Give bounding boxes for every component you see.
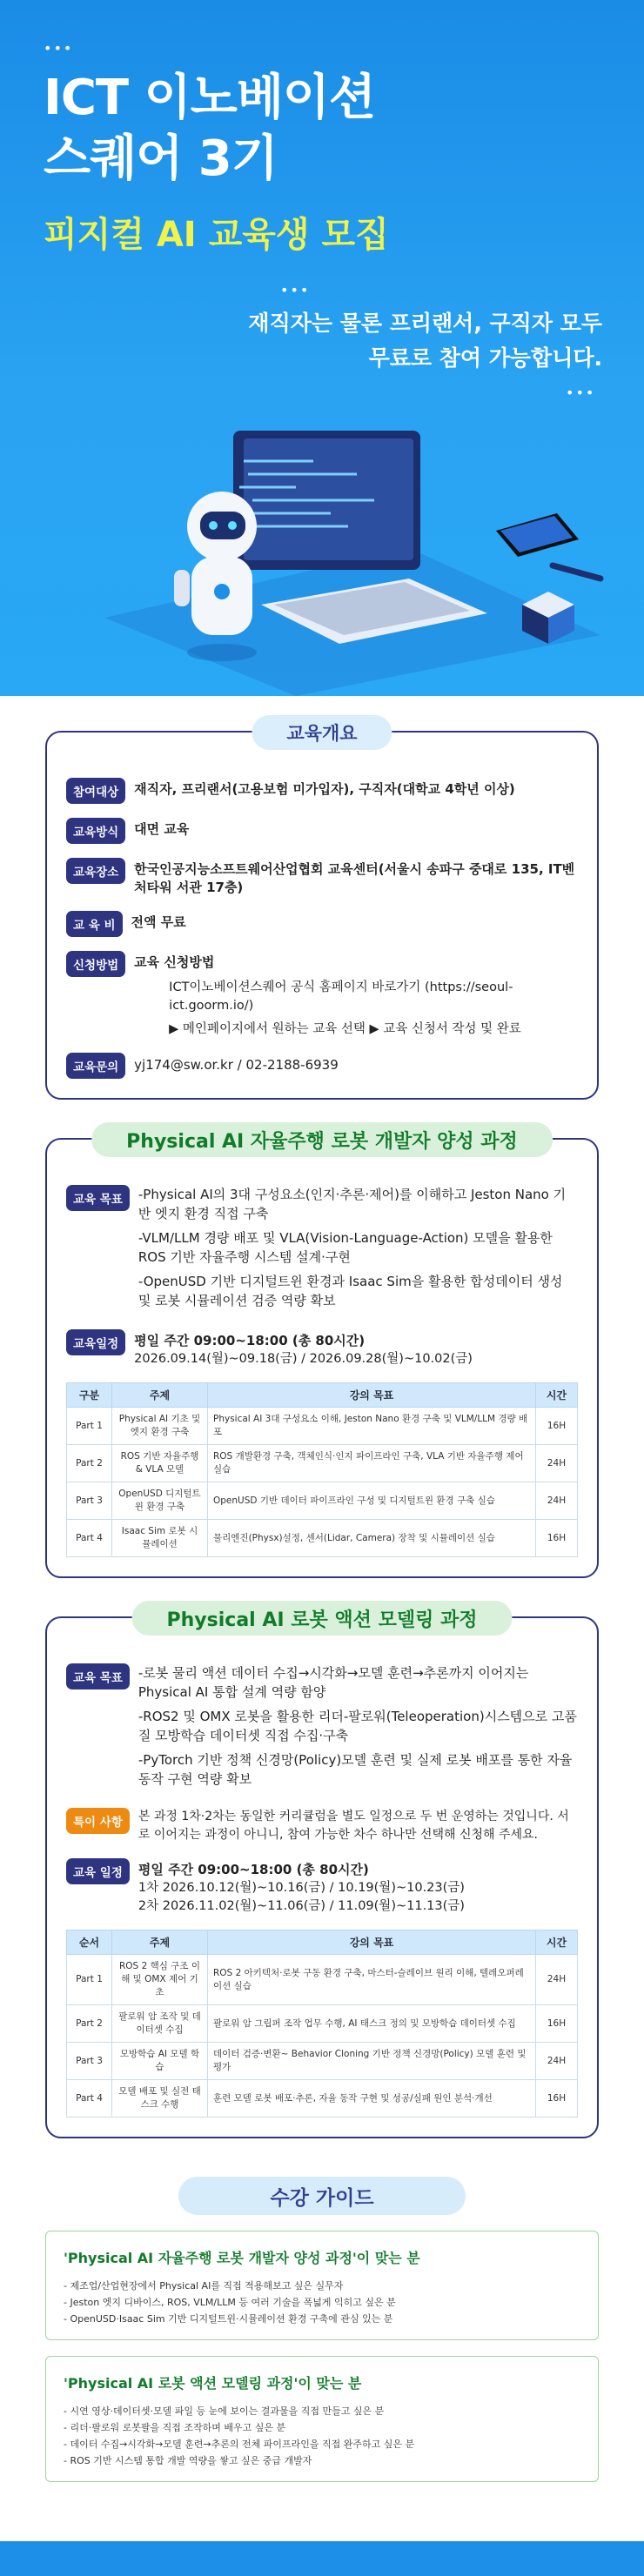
cell: OpenUSD 기반 데이터 파이프라인 구성 및 디지털트윈 환경 구축 실습 (208, 1482, 536, 1520)
guide-item: - OpenUSD·Isaac Sim 기반 디지털트윈·시뮬레이션 환경 구축에 관심 있는 분 (64, 2313, 393, 2325)
note-text: 본 과정 1차·2차는 동일한 커리큘럼을 별도 일정으로 두 번 운영하는 것입니다. 서로 이어지는 과정이 아니니, 참여 가능한 차수 하나만 선택해 신청해 주세요. (138, 1810, 569, 1842)
overview-row (66, 911, 578, 937)
schedule-tag: 교육일정 (66, 1329, 125, 1355)
table-row (67, 1408, 578, 1445)
col-header: 시간 (536, 1930, 578, 1955)
cell: Part 3 (67, 1482, 112, 1520)
col-header: 주제 (112, 1383, 208, 1408)
goal-item: -Physical AI의 3대 구성요소(인지·추론·제어)를 이해하고 Jeston Nano 기반 엣지 환경 직접 구축 (138, 1187, 567, 1221)
table-row (67, 2005, 578, 2043)
overview-row (66, 1053, 578, 1079)
col-header: 시간 (536, 1383, 578, 1408)
cell: 훈련 모델 로봇 배포·추론, 자율 동작 구현 및 성공/실패 원인 분석·개선 (208, 2080, 536, 2118)
cell: 팔로워 암 그립퍼 조작 업무 수행, AI 태스크 정의 및 모방학습 데이터셋 수집 (208, 2005, 536, 2043)
table-row (67, 1445, 578, 1482)
cell: Part 4 (67, 1520, 112, 1557)
overview-title: 교육개요 (252, 715, 392, 750)
table-row (67, 1520, 578, 1557)
schedule-main: 평일 주간 09:00~18:00 (총 80시간) (134, 1333, 366, 1348)
overview-row (66, 778, 578, 804)
guide-box-title: 'Physical AI 로봇 액션 모델링 과정'이 맞는 분 (64, 2375, 362, 2392)
cell: ROS 개발환경 구축, 객체인식·인지 파이프라인 구축, VLA 기반 자율주행 제어 실습 (208, 1445, 536, 1482)
overview-row (66, 858, 578, 897)
overview-row (66, 951, 578, 1039)
cell: 16H (536, 2080, 578, 2118)
robot-computer-illustration (0, 383, 644, 696)
hero-title (44, 68, 375, 190)
cell: ROS 기반 자율주행& VLA 모델 (112, 1445, 208, 1482)
table-row (67, 1482, 578, 1520)
footer-bar (0, 2541, 644, 2576)
table-row (67, 2043, 578, 2080)
overview-row (66, 818, 578, 844)
cell: ROS 2 핵심 구조 이해 및 OMX 제어 기초 (112, 1955, 208, 2005)
course1-section (45, 1130, 599, 1578)
schedule-dates: 2026.09.14(월)~09.18(금) / 2026.09.28(월)~10.02(금) (134, 1352, 473, 1366)
goal-item: -PyTorch 기반 정책 신경망(Policy)모델 훈련 및 실제 로봇 배포를 통한 자율 동작 구현 역량 확보 (138, 1752, 573, 1787)
cell: 24H (536, 2043, 578, 2080)
overview-value: 한국인공지능소프트웨어산업협회 교육센터(서울시 송파구 중대로 135, IT벤처타워 서관 17층) (134, 861, 575, 895)
cell: OpenUSD 디지털트윈 환경 구축 (112, 1482, 208, 1520)
course2-goals (66, 1663, 578, 1794)
overview-tag: 교 육 비 (66, 911, 123, 937)
table-row (67, 1955, 578, 2005)
cell: Physical AI 3대 구성요소 이해, Jeston Nano 환경 구축 및 VLM/LLM 경량 배포 (208, 1408, 536, 1445)
cell: 16H (536, 2005, 578, 2043)
wrench-icon (553, 565, 600, 579)
guide-item: - 시연 영상·데이터셋·모델 파일 등 눈에 보이는 결과물을 직접 만들고 싶은 분 (64, 2405, 385, 2417)
smartphone-icon (496, 513, 579, 557)
col-header: 주제 (112, 1930, 208, 1955)
content-body (0, 696, 644, 2541)
cell: ROS 2 아키텍처·로봇 구동 환경 구축, 마스터-슬레이브 원리 이해, 텔레오퍼레이션 실습 (208, 1955, 536, 2005)
guide-box-2 (45, 2356, 599, 2482)
col-header: 순서 (67, 1930, 112, 1955)
overview-tag: 교육문의 (66, 1053, 125, 1079)
course2-title: Physical AI 로봇 액션 모델링 과정 (132, 1601, 513, 1636)
table-header (67, 1930, 578, 1955)
cell: 24H (536, 1955, 578, 2005)
schedule-round2: 2차 2026.11.02(월)~11.06(금) / 11.09(월)~11.13(금) (138, 1899, 465, 1913)
goal-item: -OpenUSD 기반 디지털트윈 환경과 Isaac Sim을 활용한 합성데이터 생성 및 로봇 시뮬레이션 검증 역량 확보 (138, 1274, 563, 1308)
hero-tagline-1: 재직자는 물론 프리랜서, 구직자 모두 (248, 311, 602, 336)
goal-item: -로봇 물리 액션 데이터 수집→시각화→모델 훈련→추론까지 이어지는 Physical AI 통합 설계 역량 함양 (138, 1665, 529, 1700)
cell: Part 1 (67, 1955, 112, 2005)
overview-value: 대면 교육 (134, 821, 190, 837)
overview-tag: 교육장소 (66, 858, 125, 884)
decor-dots: ••• (280, 282, 311, 298)
course1-table (66, 1382, 578, 1557)
guide-section (0, 2177, 644, 2482)
overview-tag: 교육방식 (66, 818, 125, 844)
contact-info[interactable]: yj174@sw.or.kr / 02-2188-6939 (134, 1057, 339, 1073)
cell: 16H (536, 1408, 578, 1445)
schedule-main: 평일 주간 09:00~18:00 (총 80시간) (138, 1862, 369, 1877)
cell: Part 3 (67, 2043, 112, 2080)
table-header (67, 1383, 578, 1408)
cell: 24H (536, 1482, 578, 1520)
guide-item: - Jeston 엣지 디바이스, ROS, VLM/LLM 등 여러 기술을 폭넓게 익히고 싶은 분 (64, 2297, 396, 2308)
overview-tag: 신청방법 (66, 951, 125, 977)
cell: 팔로워 암 조작 및 데이터셋 수집 (112, 2005, 208, 2043)
table-row (67, 2080, 578, 2118)
overview-value: 교육 신청방법 (134, 954, 215, 970)
schedule-round1: 1차 2026.10.12(월)~10.16(금) / 10.19(월)~10.23(금) (138, 1881, 465, 1895)
goal-item: -ROS2 및 OMX 로봇을 활용한 리더-팔로워(Teleoperation)시스템으로 고품질 모방학습 데이터셋 직접 수집·구축 (138, 1709, 577, 1743)
apply-steps: ▶ 메인페이지에서 원하는 교육 선택 ▶ 교육 신청서 작성 및 완료 (169, 1022, 521, 1036)
col-header: 구분 (67, 1383, 112, 1408)
cell: Part 2 (67, 2005, 112, 2043)
guide-box-1 (45, 2231, 599, 2340)
guide-item: - 리더·팔로워 로봇팔을 직접 조작하며 배우고 싶은 분 (64, 2422, 286, 2433)
guide-title: 수강 가이드 (178, 2177, 466, 2215)
cell: 물리엔진(Physx)설정, 센서(Lidar, Camera) 장착 및 시뮬레이션 실습 (208, 1520, 536, 1557)
cell: 16H (536, 1520, 578, 1557)
cell: Part 4 (67, 2080, 112, 2118)
course1-schedule (66, 1329, 578, 1368)
note-tag: 특이 사항 (66, 1808, 130, 1834)
cell: 모델 배포 및 실전 태스크 수행 (112, 2080, 208, 2118)
course2-section (45, 1609, 599, 2138)
course2-table (66, 1930, 578, 2118)
hero-tagline (248, 306, 602, 376)
goal-tag: 교육 목표 (66, 1663, 130, 1689)
cell: 모방학습 AI 모델 학습 (112, 2043, 208, 2080)
cell: Isaac Sim 로봇 시뮬레이션 (112, 1520, 208, 1557)
course2-note (66, 1808, 578, 1844)
guide-item: - 데이터 수집→시각화→모델 훈련→추론의 전체 파이프라인을 직접 완주하고 싶은 분 (64, 2439, 415, 2450)
overview-value: 전액 무료 (131, 914, 186, 930)
course2-schedule (66, 1858, 578, 1916)
guide-item: - ROS 기반 시스템 통합 개발 역량을 쌓고 싶은 중급 개발자 (64, 2455, 312, 2466)
hero-title-line1: ICT 이노베이션 (44, 70, 376, 126)
homepage-link[interactable]: ICT이노베이션스퀘어 공식 홈페이지 바로가기 (https://seoul-ict.goorm.io/) (169, 980, 513, 1013)
decor-dots: ••• (44, 40, 74, 57)
col-header: 강의 목표 (208, 1930, 536, 1955)
cell: 24H (536, 1445, 578, 1482)
guide-box-title: 'Physical AI 자율주행 로봇 개발자 양성 과정'이 맞는 분 (64, 2250, 420, 2266)
guide-item: - 제조업/산업현장에서 Physical AI를 직접 적용해보고 싶은 실무자 (64, 2280, 344, 2292)
cell: Part 2 (67, 1445, 112, 1482)
hero-title-line2: 스퀘어 3기 (44, 130, 278, 187)
goal-item: -VLM/LLM 경량 배포 및 VLA(Vision-Language-Action) 모델을 활용한 ROS 기반 자율주행 시스템 설계·구현 (138, 1230, 553, 1265)
cell: Part 1 (67, 1408, 112, 1445)
overview-tag: 참여대상 (66, 778, 125, 804)
cell: 데이터 검증·변환~ Behavior Cloning 기반 정책 신경망(Policy) 모델 훈련 및 평가 (208, 2043, 536, 2080)
cell: Physical AI 기초 및 엣지 환경 구축 (112, 1408, 208, 1445)
schedule-tag: 교육 일정 (66, 1858, 130, 1884)
col-header: 강의 목표 (208, 1383, 536, 1408)
hero-banner (0, 0, 644, 696)
course1-title: Physical AI 자율주행 로봇 개발자 양성 과정 (91, 1122, 553, 1157)
decor-dots: ••• (566, 385, 596, 401)
hero-tagline-2: 무료로 참여 가능합니다. (368, 345, 602, 371)
overview-value: 재직자, 프리랜서(고용보험 미가입자), 구직자(대학교 4학년 이상) (134, 781, 515, 797)
goal-tag: 교육 목표 (66, 1185, 130, 1211)
overview-section (45, 723, 599, 1100)
course1-goals (66, 1185, 578, 1315)
hero-subtitle: 피지컬 AI 교육생 모집 (44, 215, 389, 255)
